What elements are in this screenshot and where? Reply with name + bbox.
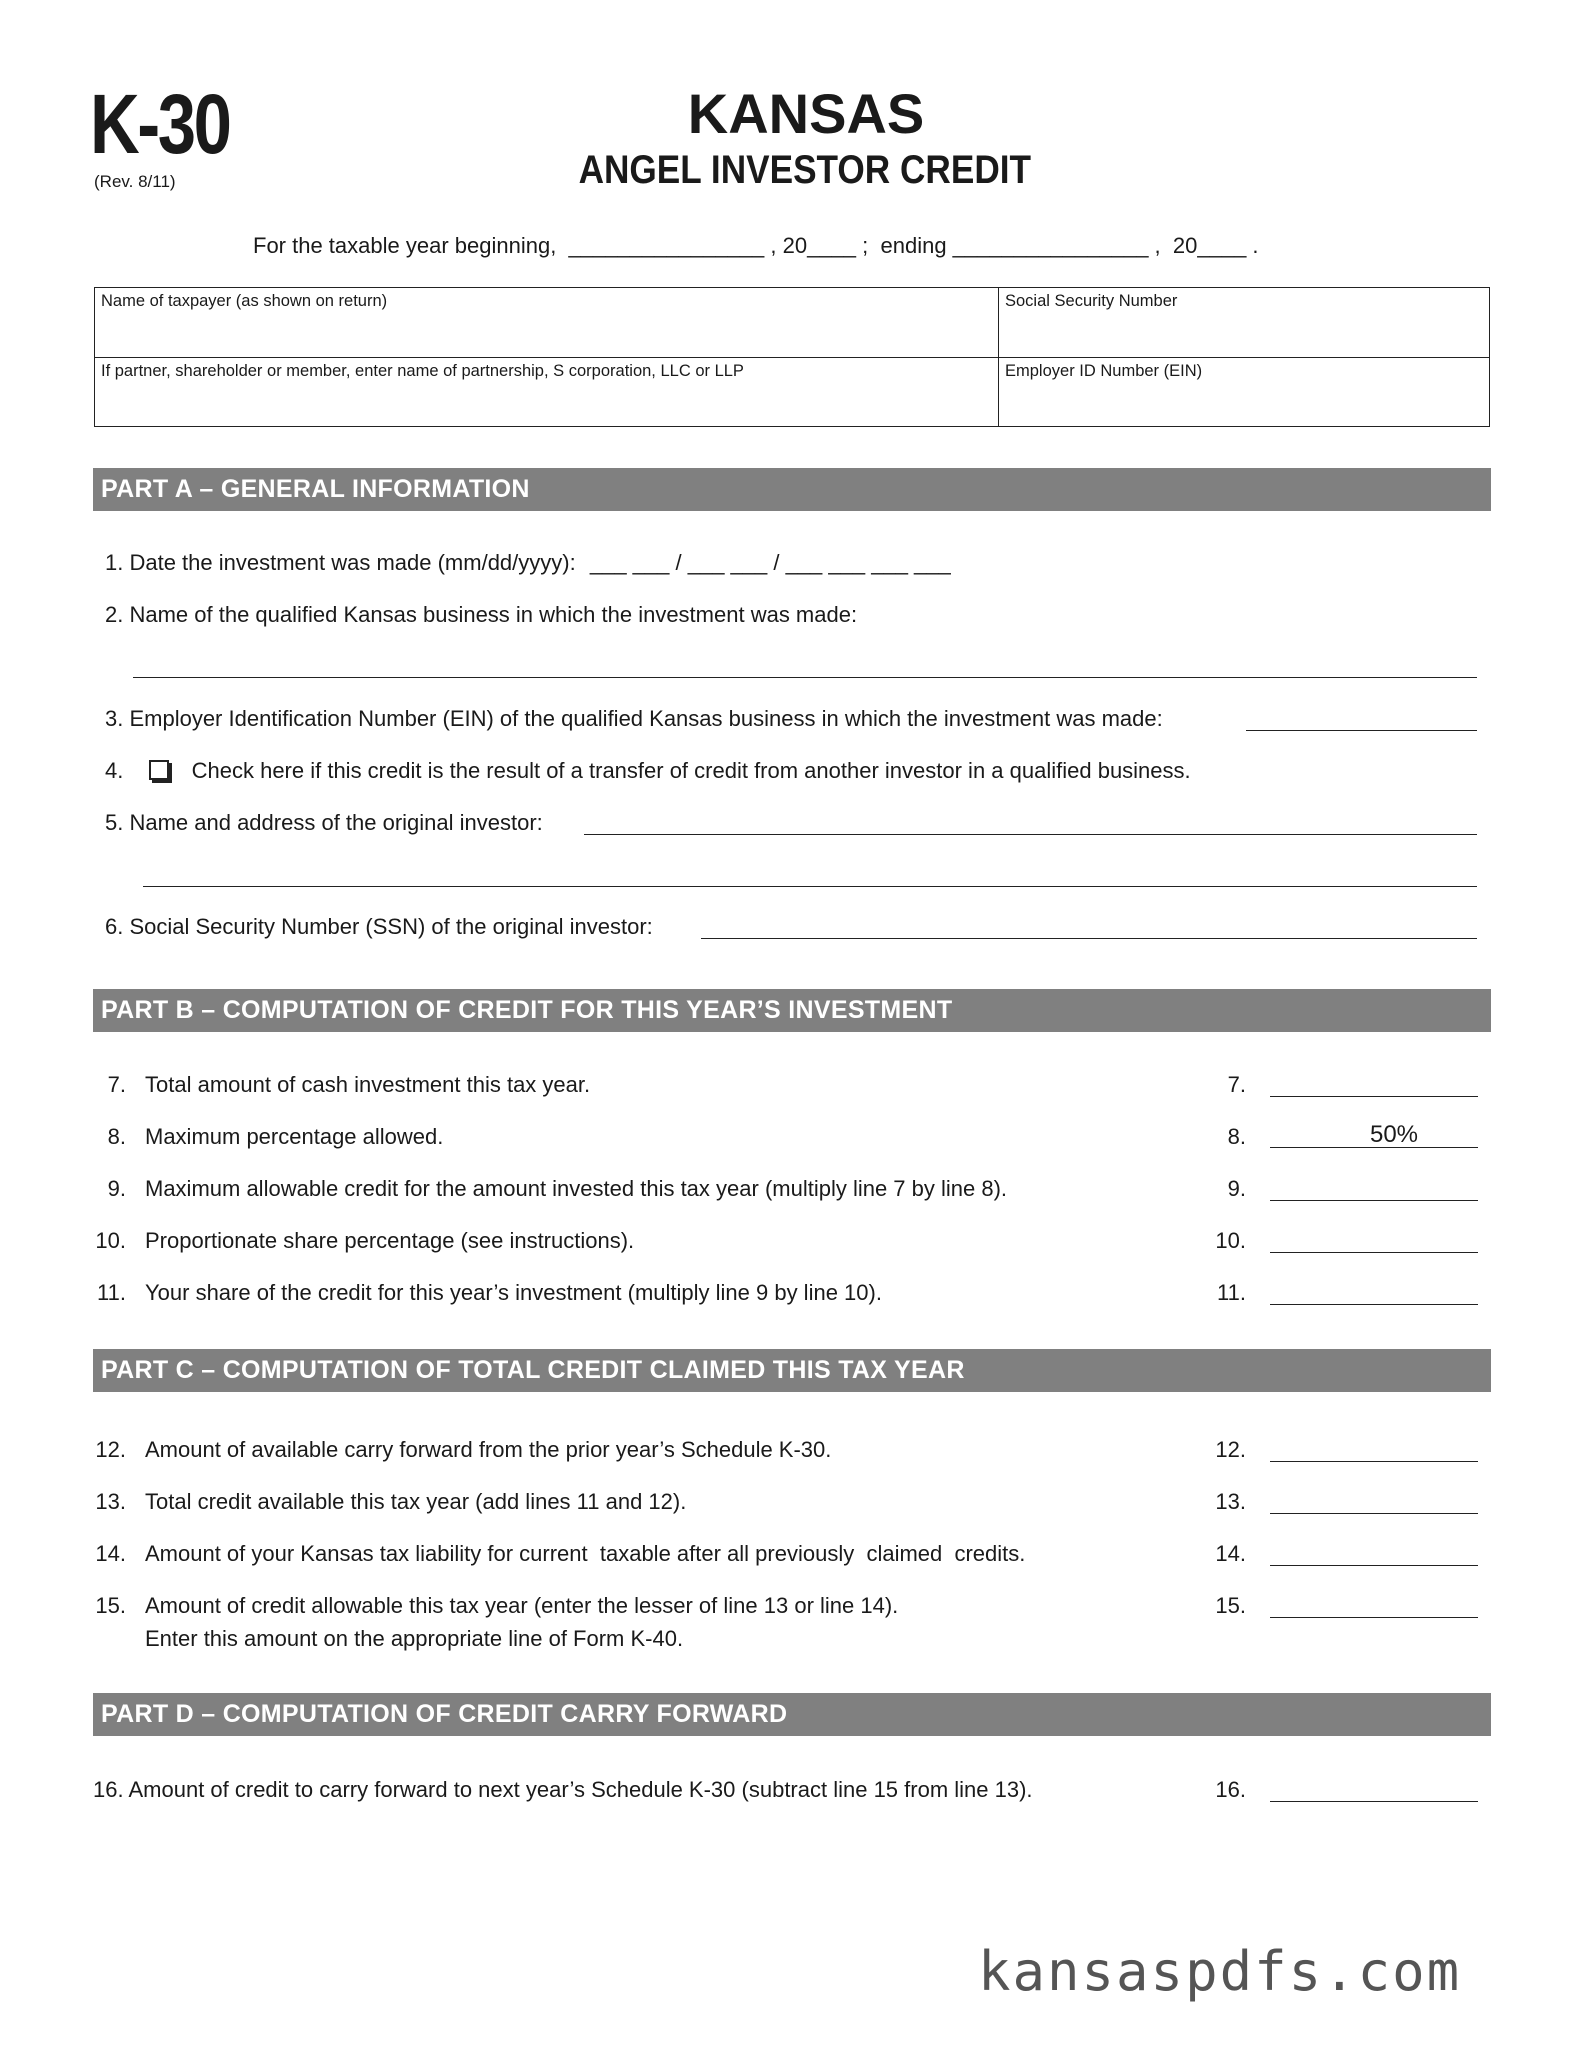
line-4 (105, 758, 1191, 784)
line-7-label: Total amount of cash investment this tax year. (145, 1072, 591, 1097)
line-1 (105, 550, 951, 576)
line-8-label: Maximum percentage allowed. (145, 1124, 444, 1149)
line-16-label: 16. Amount of credit to carry forward to next year’s Schedule K-30 (subtract line 15 from line 13). (93, 1777, 1033, 1802)
line-15-ref: 15. (1215, 1593, 1246, 1618)
line-4-label: Check here if this credit is the result of a transfer of credit from another investor in a qualified business. (191, 758, 1191, 783)
line-7-amount-field[interactable] (1270, 1070, 1478, 1097)
part-d-heading: PART D – COMPUTATION OF CREDIT CARRY FORWARD (93, 1693, 1491, 1736)
line-15-amount-field[interactable] (1270, 1591, 1478, 1618)
line-14-label: Amount of your Kansas tax liability for current taxable after all previously claimed credits. (145, 1541, 1026, 1566)
line-12-amount-field[interactable] (1270, 1435, 1478, 1462)
line-13-number: 13. (95, 1489, 126, 1514)
line-4-number: 4. (105, 758, 124, 783)
ssn-field[interactable] (999, 288, 1489, 358)
line-2-business-name-field[interactable] (133, 677, 1477, 678)
line-13-ref: 13. (1215, 1489, 1246, 1514)
taxpayer-id-box (94, 287, 1490, 427)
line-7-ref: 7. (1227, 1072, 1246, 1097)
form-title-state: KANSAS (687, 82, 925, 145)
line-9-label: Maximum allowable credit for the amount invested this tax year (multiply line 7 by line 8). (145, 1176, 1008, 1201)
line-15-label: Amount of credit allowable this tax year (enter the lesser of line 13 or line 14). (145, 1593, 899, 1618)
line-13-label: Total credit available this tax year (add lines 11 and 12). (145, 1489, 687, 1514)
line-13-amount-field[interactable] (1270, 1487, 1478, 1514)
line-8-number: 8. (107, 1124, 126, 1149)
line-10-label: Proportionate share percentage (see instructions). (145, 1228, 635, 1253)
line-15-number: 15. (95, 1593, 126, 1618)
line-2-label: 2. Name of the qualified Kansas business in which the investment was made: (105, 602, 858, 627)
transfer-credit-checkbox[interactable] (149, 760, 169, 780)
form-title: ANGEL INVESTOR CREDIT (578, 148, 1032, 192)
site-watermark: kansaspdfs.com (978, 1940, 1462, 2003)
line-14-amount-field[interactable] (1270, 1539, 1478, 1566)
line-1-label: 1. Date the investment was made (mm/dd/yyyy): (105, 550, 576, 575)
part-a-heading: PART A – GENERAL INFORMATION (93, 468, 1491, 511)
line-9-ref: 9. (1227, 1176, 1246, 1201)
part-b-heading: PART B – COMPUTATION OF CREDIT FOR THIS YEAR’S INVESTMENT (93, 989, 1491, 1032)
line-10-ref: 10. (1215, 1228, 1246, 1253)
revision-date: (Rev. 8/11) (94, 172, 176, 191)
ein-label: Employer ID Number (EIN) (1005, 362, 1203, 380)
line-11-number: 11. (97, 1280, 126, 1305)
line-10-number: 10. (95, 1228, 126, 1253)
line-11-ref: 11. (1217, 1280, 1246, 1305)
line-11-label: Your share of the credit for this year’s investment (multiply line 9 by line 10). (145, 1280, 882, 1305)
line-14-number: 14. (95, 1541, 126, 1566)
line-12-ref: 12. (1215, 1437, 1246, 1462)
line-16-ref: 16. (1215, 1777, 1246, 1802)
line-3-label: 3. Employer Identification Number (EIN) of the qualified Kansas business in which the investment was made: (105, 706, 1163, 731)
line-6-ssn-field[interactable] (701, 938, 1477, 939)
line-9-amount-field[interactable] (1270, 1174, 1478, 1201)
line-3-ein-field[interactable] (1246, 730, 1477, 731)
taxpayer-name-label: Name of taxpayer (as shown on return) (101, 292, 388, 310)
line-16-amount-field[interactable] (1270, 1775, 1478, 1802)
taxpayer-name-field[interactable] (95, 288, 999, 358)
line-11-amount-field[interactable] (1270, 1278, 1478, 1305)
line-9-number: 9. (107, 1176, 126, 1201)
partnership-name-label: If partner, shareholder or member, enter name of partnership, S corporation, LLC or LLP (101, 362, 744, 380)
line-15-instruction: Enter this amount on the appropriate line of Form K-40. (145, 1626, 684, 1651)
partnership-name-field[interactable] (95, 358, 999, 426)
line-5-investor-address-field[interactable] (143, 886, 1477, 887)
ssn-label: Social Security Number (1005, 292, 1178, 310)
ein-field[interactable] (999, 358, 1489, 426)
line-7-number: 7. (107, 1072, 126, 1097)
line-14-ref: 14. (1215, 1541, 1246, 1566)
investment-date-field[interactable]: ___ ___ / ___ ___ / ___ ___ ___ ___ (589, 550, 951, 575)
line-8-percentage-field: 50% (1270, 1122, 1478, 1148)
part-c-heading: PART C – COMPUTATION OF TOTAL CREDIT CLAIMED THIS TAX YEAR (93, 1349, 1491, 1392)
line-6-label: 6. Social Security Number (SSN) of the original investor: (105, 914, 653, 939)
form-number: K-30 (90, 77, 230, 171)
line-5-label: 5. Name and address of the original investor: (105, 810, 543, 835)
line-10-amount-field[interactable] (1270, 1226, 1478, 1253)
line-12-label: Amount of available carry forward from the prior year’s Schedule K-30. (145, 1437, 832, 1462)
line-5-investor-name-field[interactable] (584, 834, 1477, 835)
line-12-number: 12. (95, 1437, 126, 1462)
line-8-ref: 8. (1227, 1124, 1246, 1149)
taxable-year-line[interactable]: For the taxable year beginning, ________________ , 20____ ; ending ________________ , 20____ . (253, 233, 1259, 258)
